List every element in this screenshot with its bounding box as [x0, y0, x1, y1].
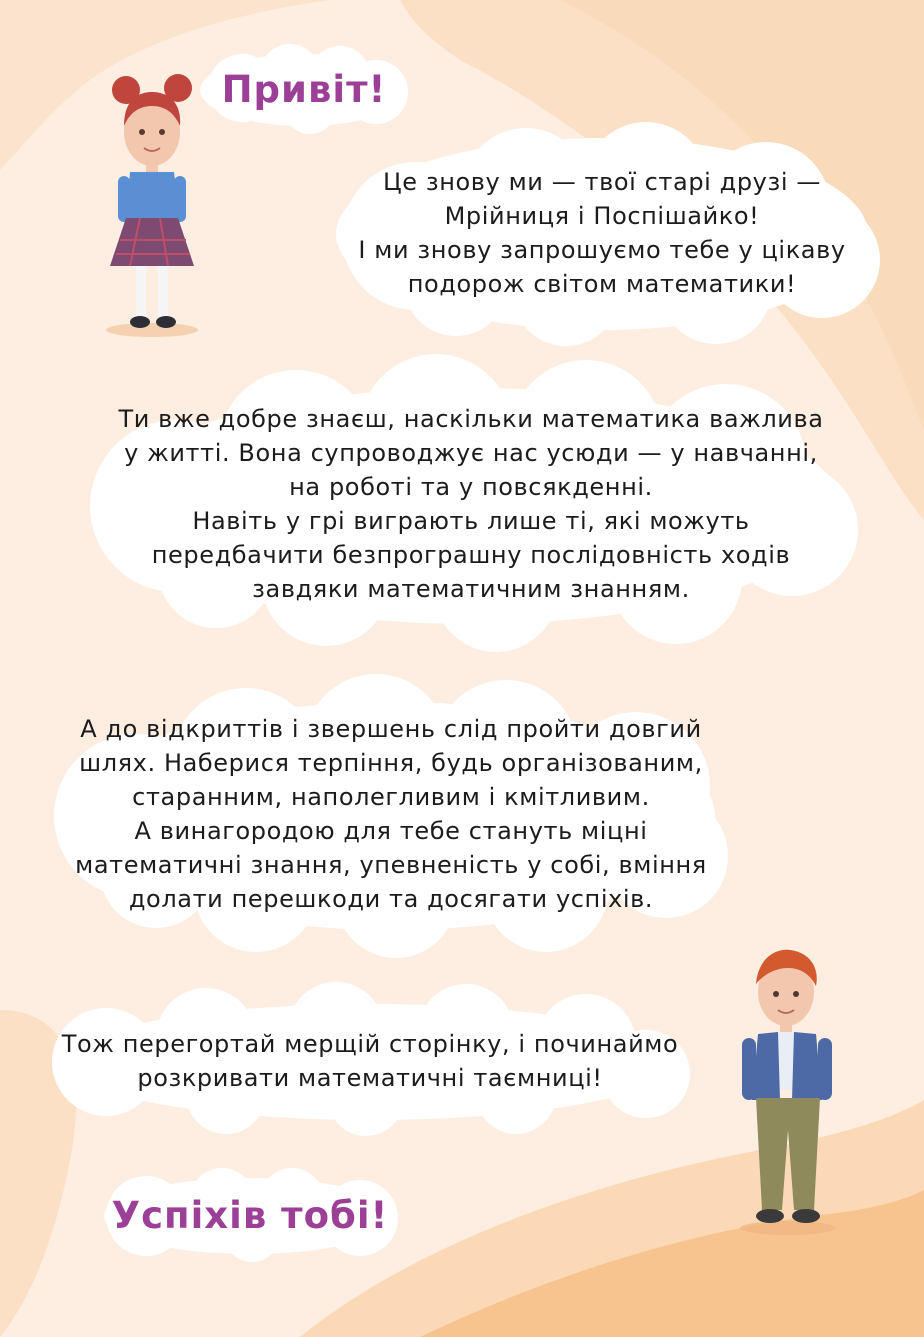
invite-bubble: [46, 990, 694, 1132]
journey-line: старанним, наполегливим і кмітливим.: [132, 783, 650, 811]
importance-line: завдяки математичним знанням.: [252, 575, 690, 603]
journey-line: А винагородою для тебе стануть міцні: [134, 817, 648, 845]
invite-line: Тож перегортай мерщій сторінку, і починаймо: [61, 1030, 679, 1058]
importance-line: Навіть у грі виграють лише ті, які можуть: [192, 507, 750, 535]
journey-line: шлях. Наберися терпіння, будь організованим,: [79, 749, 703, 777]
importance-line: на роботі та у повсякденні.: [289, 473, 653, 501]
intro-line: Мрійниця і Поспішайко!: [444, 202, 760, 230]
importance-line: передбачити безпрограшну послідовність ходів: [151, 541, 791, 569]
boy-character-illustration: [728, 940, 848, 1240]
journey-line: математичні знання, упевненість у собі, вміння: [75, 851, 707, 879]
invite-line: розкривати математичні таємниці!: [137, 1064, 603, 1092]
intro-bubble: [316, 120, 888, 346]
importance-bubble: [76, 360, 866, 648]
closing-bubble: [92, 1168, 408, 1264]
intro-line: подорож світом математики!: [407, 270, 797, 298]
importance-line: Ти вже добре знаєш, наскільки математика важлива: [118, 405, 824, 433]
journey-line: А до відкриттів і звершень слід пройти довгий: [80, 715, 702, 743]
journey-line: долати перешкоди та досягати успіхів.: [128, 885, 654, 913]
intro-line: Це знову ми — твої старі друзі —: [383, 168, 821, 196]
intro-line: І ми знову запрошуємо тебе у цікаву: [358, 236, 846, 264]
closing-title: Успіхів тобі!: [111, 1194, 389, 1237]
journey-bubble: [46, 676, 736, 952]
greeting-title: Привіт!: [221, 68, 387, 111]
girl-character-illustration: [90, 60, 210, 340]
importance-line: у житті. Вона супроводжує нас усюди — у навчанні,: [124, 439, 818, 467]
